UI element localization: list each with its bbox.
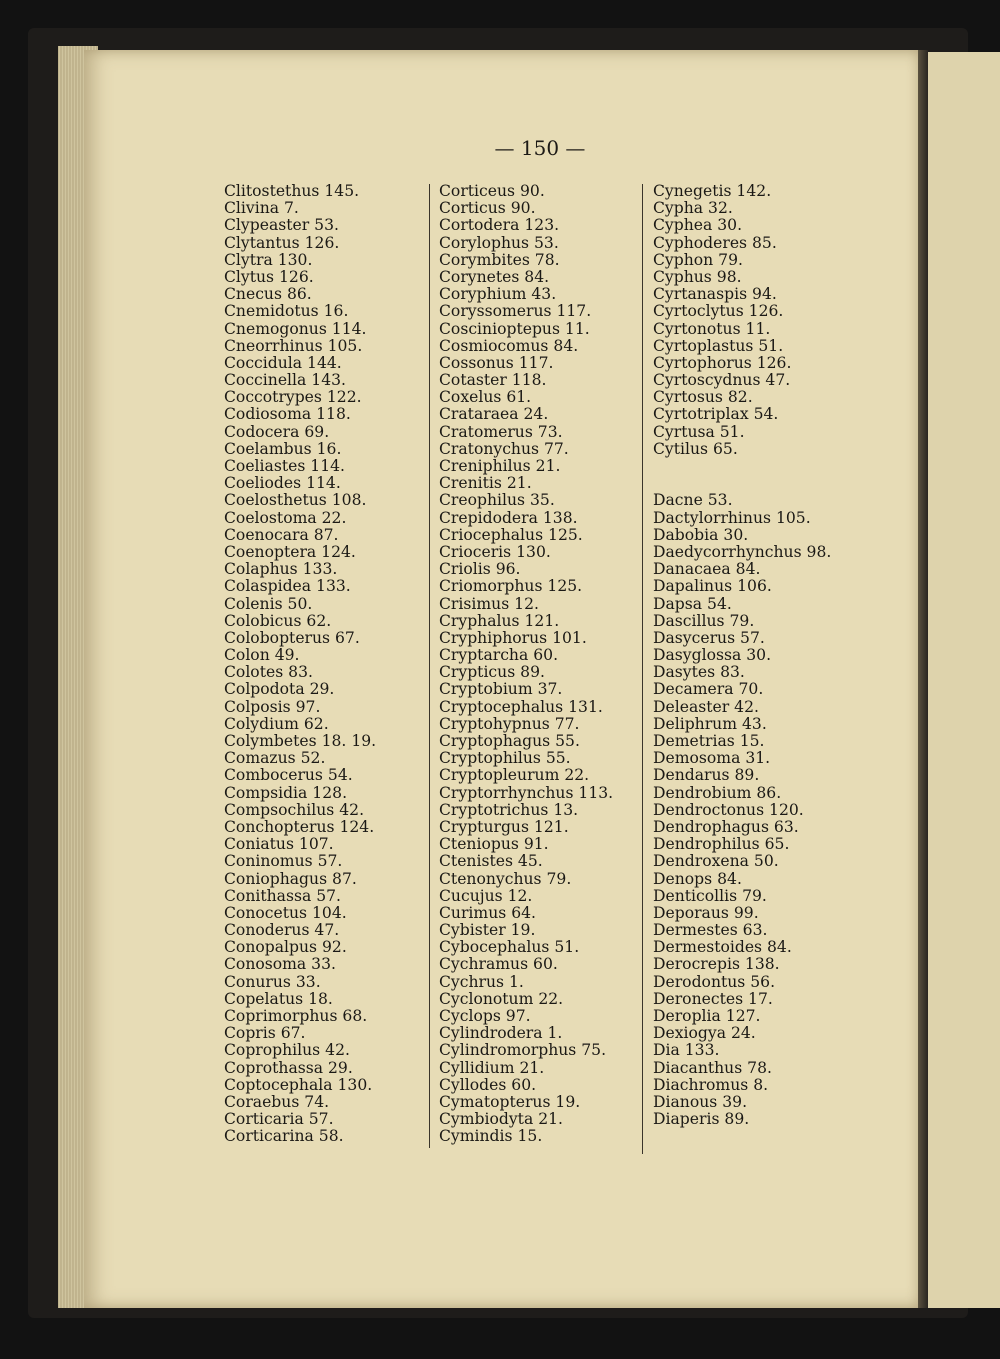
index-entry: Cryphiphorus 101. <box>439 628 587 647</box>
index-entry: Colpodota 29. <box>224 680 335 699</box>
index-entry: Colydium 62. <box>224 714 329 733</box>
index-entry: Codocera 69. <box>224 422 330 441</box>
index-entry: Criomorphus 125. <box>439 577 583 596</box>
book-gutter <box>918 50 928 1308</box>
index-entry: Crioceris 130. <box>439 542 551 561</box>
index-entry: Colymbetes 18. 19. <box>224 732 377 750</box>
index-entry: Dendrophilus 65. <box>653 835 790 854</box>
index-entry: Ctenonychus 79. <box>439 869 572 888</box>
index-entry: Denticollis 79. <box>653 886 767 905</box>
index-entry: Coeliastes 114. <box>224 457 345 475</box>
index-entry: Coccotrypes 122. <box>224 388 362 407</box>
index-entry: Deliphrum 43. <box>653 714 767 733</box>
index-entry: Cnecus 86. <box>224 285 312 304</box>
index-entry: Cymatopterus 19. <box>439 1092 581 1111</box>
index-entry: Dasycerus 57. <box>653 628 765 647</box>
index-entry: Colaspidea 133. <box>224 577 351 596</box>
index-entry: Cyrtophorus 126. <box>653 353 792 372</box>
index-entry: Cyrtotriplax 54. <box>653 405 779 424</box>
index-entry: Cypha 32. <box>653 199 733 218</box>
index-entry: Conoderus 47. <box>224 921 340 940</box>
index-entry: Cryptophagus 55. <box>439 732 580 750</box>
index-entry: Crypticus 89. <box>439 663 545 682</box>
index-entry: Dabobia 30. <box>653 525 749 544</box>
index-entry: Combocerus 54. <box>224 766 353 785</box>
index-entry: Codiosoma 118. <box>224 405 351 424</box>
index-entry: Coeliodes 114. <box>224 474 341 493</box>
index-entry: Cucujus 12. <box>439 886 533 905</box>
index-entry: Coptocephala 130. <box>224 1075 373 1094</box>
index-entry: Dendrophagus 63. <box>653 817 799 836</box>
index-entry: Cynegetis 142. <box>653 182 772 200</box>
index-entry: Demetrias 15. <box>653 732 765 751</box>
index-entry: Clypeaster 53. <box>224 216 339 235</box>
index-entry: Cyllodes 60. <box>439 1075 537 1094</box>
index-entry: Clitostethus 145. <box>224 182 360 200</box>
index-entry: Corticarina 58. <box>224 1127 344 1146</box>
index-entry: Corylophus 53. <box>439 233 559 252</box>
index-entry: Danacaea 84. <box>653 560 761 579</box>
index-entry: Cyllidium 21. <box>439 1058 545 1077</box>
index-entry: Cryptotrichus 13. <box>439 800 579 819</box>
index-entry: Conocetus 104. <box>224 903 347 922</box>
index-entry: Criocephalus 125. <box>439 525 583 544</box>
index-entry: Deleaster 42. <box>653 697 759 716</box>
index-entry: Dia 133. <box>653 1041 720 1060</box>
index-entry: Dendarus 89. <box>653 766 760 785</box>
index-entry: Coniophagus 87. <box>224 869 357 888</box>
index-entry: Compsidia 128. <box>224 783 348 802</box>
index-entry: Cryptopleurum 22. <box>439 766 590 785</box>
index-entry: Crisimus 12. <box>439 594 539 613</box>
index-entry: Cortodera 123. <box>439 216 560 235</box>
index-entry: Comazus 52. <box>224 749 326 768</box>
index-entry: Cyrtoclytus 126. <box>653 302 784 321</box>
index-entry: Cteniopus 91. <box>439 835 549 854</box>
index-entry: Coprophilus 42. <box>224 1041 350 1060</box>
index-entry: Cylindrodera 1. <box>439 1024 563 1043</box>
index-entry: Deronectes 17. <box>653 989 773 1008</box>
index-entry: Coraebus 74. <box>224 1092 330 1111</box>
index-entry: Cyrtosus 82. <box>653 388 753 407</box>
index-entry: Dermestoides 84. <box>653 938 792 957</box>
index-entry: Clivina 7. <box>224 199 299 218</box>
index-entry: Corticaria 57. <box>224 1110 334 1129</box>
index-entry: Colposis 97. <box>224 697 321 716</box>
index-entry: Cyclops 97. <box>439 1007 531 1025</box>
index-entry: Crataraea 24. <box>439 405 549 424</box>
index-entry: Dasytes 83. <box>653 663 745 682</box>
index-column-1 <box>224 183 376 1146</box>
index-entry: Cryptobium 37. <box>439 680 563 699</box>
index-entry: Curimus 64. <box>439 903 537 922</box>
index-entry: Cosmiocomus 84. <box>439 336 579 355</box>
section-gap <box>653 458 831 492</box>
index-entry: Colobicus 62. <box>224 611 332 630</box>
index-entry: Cylindromorphus 75. <box>439 1041 607 1060</box>
index-entry: Cyrtoplastus 51. <box>653 336 784 355</box>
index-entry: Diaperis 89. <box>653 1110 750 1129</box>
index-entry: Coelosthetus 108. <box>224 491 367 510</box>
index-entry: Coelambus 16. <box>224 439 342 458</box>
index-entry: Corticeus 90. <box>439 182 545 200</box>
index-entry: Dascillus 79. <box>653 611 755 630</box>
index-entry: Coccinella 143. <box>224 371 346 390</box>
index-entry: Cratonychus 77. <box>439 439 569 458</box>
index-entry: Cymindis 15. <box>439 1127 543 1146</box>
index-entry: Coprimorphus 68. <box>224 1007 368 1025</box>
index-entry: Corticus 90. <box>439 199 536 218</box>
index-entry: Clytus 126. <box>224 267 314 286</box>
index-entry: Diachromus 8. <box>653 1075 769 1094</box>
index-entry: Decamera 70. <box>653 680 764 699</box>
index-entry: Cyrtanaspis 94. <box>653 285 777 304</box>
index-entry: Dendrobium 86. <box>653 783 782 802</box>
index-entry: Conchopterus 124. <box>224 817 375 836</box>
index-entry: Dendroctonus 120. <box>653 800 804 819</box>
index-entry: Cryptohypnus 77. <box>439 714 580 733</box>
index-entry: Cryptarcha 60. <box>439 646 559 665</box>
index-entry: Derodontus 56. <box>653 972 776 991</box>
index-entry: Cytilus 65. <box>653 439 738 458</box>
index-entry: Cyphea 30. <box>653 216 743 235</box>
index-entry: Coprothassa 29. <box>224 1058 353 1077</box>
page-number: — 150 — <box>494 136 586 160</box>
index-column-2 <box>439 183 613 1146</box>
index-entry: Cyclonotum 22. <box>439 989 564 1008</box>
index-entry: Cneorrhinus 105. <box>224 336 363 355</box>
index-entry: Cybister 19. <box>439 921 536 940</box>
index-entry: Coniatus 107. <box>224 835 334 854</box>
index-entry: Colon 49. <box>224 646 300 665</box>
adjacent-page <box>928 52 1000 1308</box>
index-entry: Cyphon 79. <box>653 250 743 269</box>
index-entry: Denops 84. <box>653 869 742 888</box>
index-entry: Creophilus 35. <box>439 491 555 510</box>
index-entry: Criolis 96. <box>439 560 521 579</box>
column-divider <box>642 184 643 1154</box>
index-entry: Copelatus 18. <box>224 989 333 1008</box>
index-entry: Compsochilus 42. <box>224 800 365 819</box>
index-entry: Cryptorrhynchus 113. <box>439 783 614 802</box>
index-entry: Crepidodera 138. <box>439 508 578 527</box>
index-entry: Derocrepis 138. <box>653 955 780 974</box>
index-entry: Corymbites 78. <box>439 250 560 269</box>
index-entry: Cryphalus 121. <box>439 611 560 630</box>
index-entry: Colaphus 133. <box>224 560 338 579</box>
index-entry: Conurus 33. <box>224 972 321 991</box>
index-entry: Demosoma 31. <box>653 749 771 768</box>
index-entry: Cyrtoscydnus 47. <box>653 371 791 390</box>
index-entry: Ctenistes 45. <box>439 852 543 871</box>
index-entry: Coenocara 87. <box>224 525 339 544</box>
index-entry: Colotes 83. <box>224 663 313 682</box>
index-entry: Conithassa 57. <box>224 886 342 905</box>
index-column-3 <box>653 183 831 1128</box>
index-entry: Coenoptera 124. <box>224 542 356 561</box>
index-entry: Cymbiodyta 21. <box>439 1110 563 1129</box>
index-entry: Cyrtonotus 11. <box>653 319 771 338</box>
index-entry: Coninomus 57. <box>224 852 343 871</box>
index-entry: Cryptocephalus 131. <box>439 697 603 716</box>
index-entry: Clytantus 126. <box>224 233 340 252</box>
index-entry: Cryptophilus 55. <box>439 749 571 768</box>
index-entry: Dexiogya 24. <box>653 1024 756 1043</box>
index-entry: Cyphus 98. <box>653 267 742 286</box>
index-entry: Dapalinus 106. <box>653 577 772 596</box>
index-entry: Cyphoderes 85. <box>653 233 777 252</box>
index-entry: Cossonus 117. <box>439 353 554 372</box>
index-entry: Cychrus 1. <box>439 972 524 991</box>
index-entry: Clytra 130. <box>224 250 313 269</box>
index-entry: Copris 67. <box>224 1024 306 1043</box>
index-entry: Dermestes 63. <box>653 921 768 940</box>
index-entry: Deporaus 99. <box>653 903 759 922</box>
index-entry: Corynetes 84. <box>439 267 550 286</box>
index-entry: Deroplia 127. <box>653 1007 761 1026</box>
index-entry: Coxelus 61. <box>439 388 532 407</box>
index-entry: Cnemidotus 16. <box>224 302 349 321</box>
index-entry: Dacne 53. <box>653 491 733 510</box>
index-entry: Crenitis 21. <box>439 474 532 493</box>
column-divider <box>429 184 430 1148</box>
index-entry: Coryphium 43. <box>439 285 557 304</box>
index-entry: Daedycorrhynchus 98. <box>653 542 832 561</box>
index-entry: Conosoma 33. <box>224 955 336 974</box>
index-entry: Colenis 50. <box>224 594 313 613</box>
index-entry: Colobopterus 67. <box>224 628 360 647</box>
index-entry: Creniphilus 21. <box>439 457 561 475</box>
index-entry: Dasyglossa 30. <box>653 646 772 665</box>
index-entry: Cnemogonus 114. <box>224 319 367 338</box>
index-entry: Cyrtusa 51. <box>653 422 745 441</box>
index-entry: Coscinioptерus 11. <box>439 319 590 338</box>
index-entry: Dianous 39. <box>653 1092 748 1111</box>
index-entry: Cratomerus 73. <box>439 422 563 441</box>
index-entry: Dendroxena 50. <box>653 852 779 871</box>
index-entry: Coccidula 144. <box>224 353 342 372</box>
index-entry: Crypturgus 121. <box>439 817 569 836</box>
index-entry: Cybocephalus 51. <box>439 938 580 957</box>
index-entry: Conopalpus 92. <box>224 938 347 957</box>
index-entry: Coryssomerus 117. <box>439 302 592 321</box>
index-entry: Cotaster 118. <box>439 371 547 390</box>
index-entry: Dactylorrhinus 105. <box>653 508 811 527</box>
index-entry: Cychramus 60. <box>439 955 558 974</box>
index-entry: Dapsa 54. <box>653 594 732 613</box>
index-entry: Coelostoma 22. <box>224 508 347 527</box>
index-entry: Diacanthus 78. <box>653 1058 772 1077</box>
